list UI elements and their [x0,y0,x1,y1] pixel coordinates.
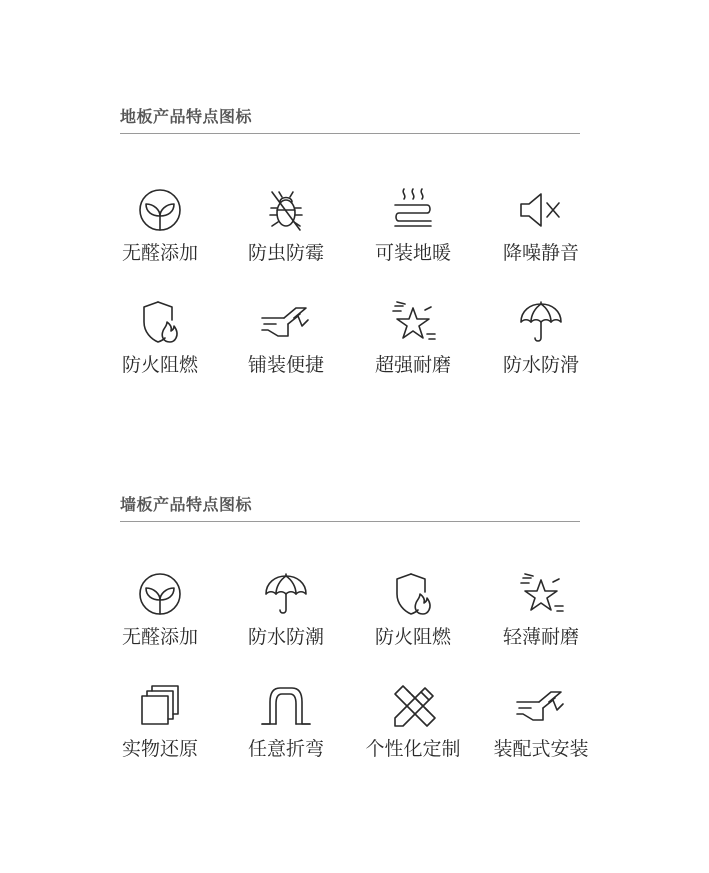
feature-label: 个性化定制 [365,738,461,760]
feature-customization [358,682,468,761]
feature-flexible-bending [231,682,341,761]
layers-icon [132,682,188,730]
umbrella-icon [513,298,569,346]
feature-label: 铺装便捷 [247,354,324,376]
feature-label: 装配式安装 [493,738,589,760]
umbrella-icon [258,570,314,618]
wall-section [120,492,580,522]
feature-wear-resistant [358,298,468,377]
install-icon [513,682,569,730]
feature-waterproof-antislip [486,298,596,377]
feature-label: 降噪静音 [502,242,579,264]
leaf-icon [132,186,188,234]
floor-section [120,104,580,134]
shield-fire-icon [132,298,188,346]
mute-icon [513,186,569,234]
floor-section-title: 地板产品特点图标 [120,104,580,134]
feature-floor-heating [358,186,468,265]
install-icon [258,298,314,346]
wall-section-title: 墙板产品特点图标 [120,492,580,522]
feature-label: 防火阻燃 [121,354,198,376]
feature-label: 任意折弯 [247,738,324,760]
feature-label: 无醛添加 [121,242,198,264]
feature-fire-resistant [358,570,468,649]
feature-formaldehyde-free [105,570,215,649]
feature-label: 防水防滑 [502,354,579,376]
feature-label: 实物还原 [121,738,198,760]
feature-label: 超强耐磨 [374,354,451,376]
feature-fire-resistant [105,298,215,377]
feature-noise-reduction [486,186,596,265]
feature-label: 可装地暖 [374,242,451,264]
feature-label: 防火阻燃 [374,626,451,648]
feature-label: 无醛添加 [121,626,198,648]
feature-easy-install [231,298,341,377]
feature-label: 防虫防霉 [247,242,324,264]
feature-realistic-texture [105,682,215,761]
leaf-icon [132,570,188,618]
feature-formaldehyde-free [105,186,215,265]
feature-label: 轻薄耐磨 [502,626,579,648]
feature-waterproof-moistureproof [231,570,341,649]
ruler-pencil-icon [385,682,441,730]
shield-fire-icon [385,570,441,618]
heating-icon [385,186,441,234]
bend-icon [258,682,314,730]
star-icon [513,570,569,618]
feature-label: 防水防潮 [247,626,324,648]
feature-thin-wear-resistant [486,570,596,649]
star-icon [385,298,441,346]
feature-prefab-install [486,682,596,761]
bug-icon [258,186,314,234]
feature-insect-mold-proof [231,186,341,265]
